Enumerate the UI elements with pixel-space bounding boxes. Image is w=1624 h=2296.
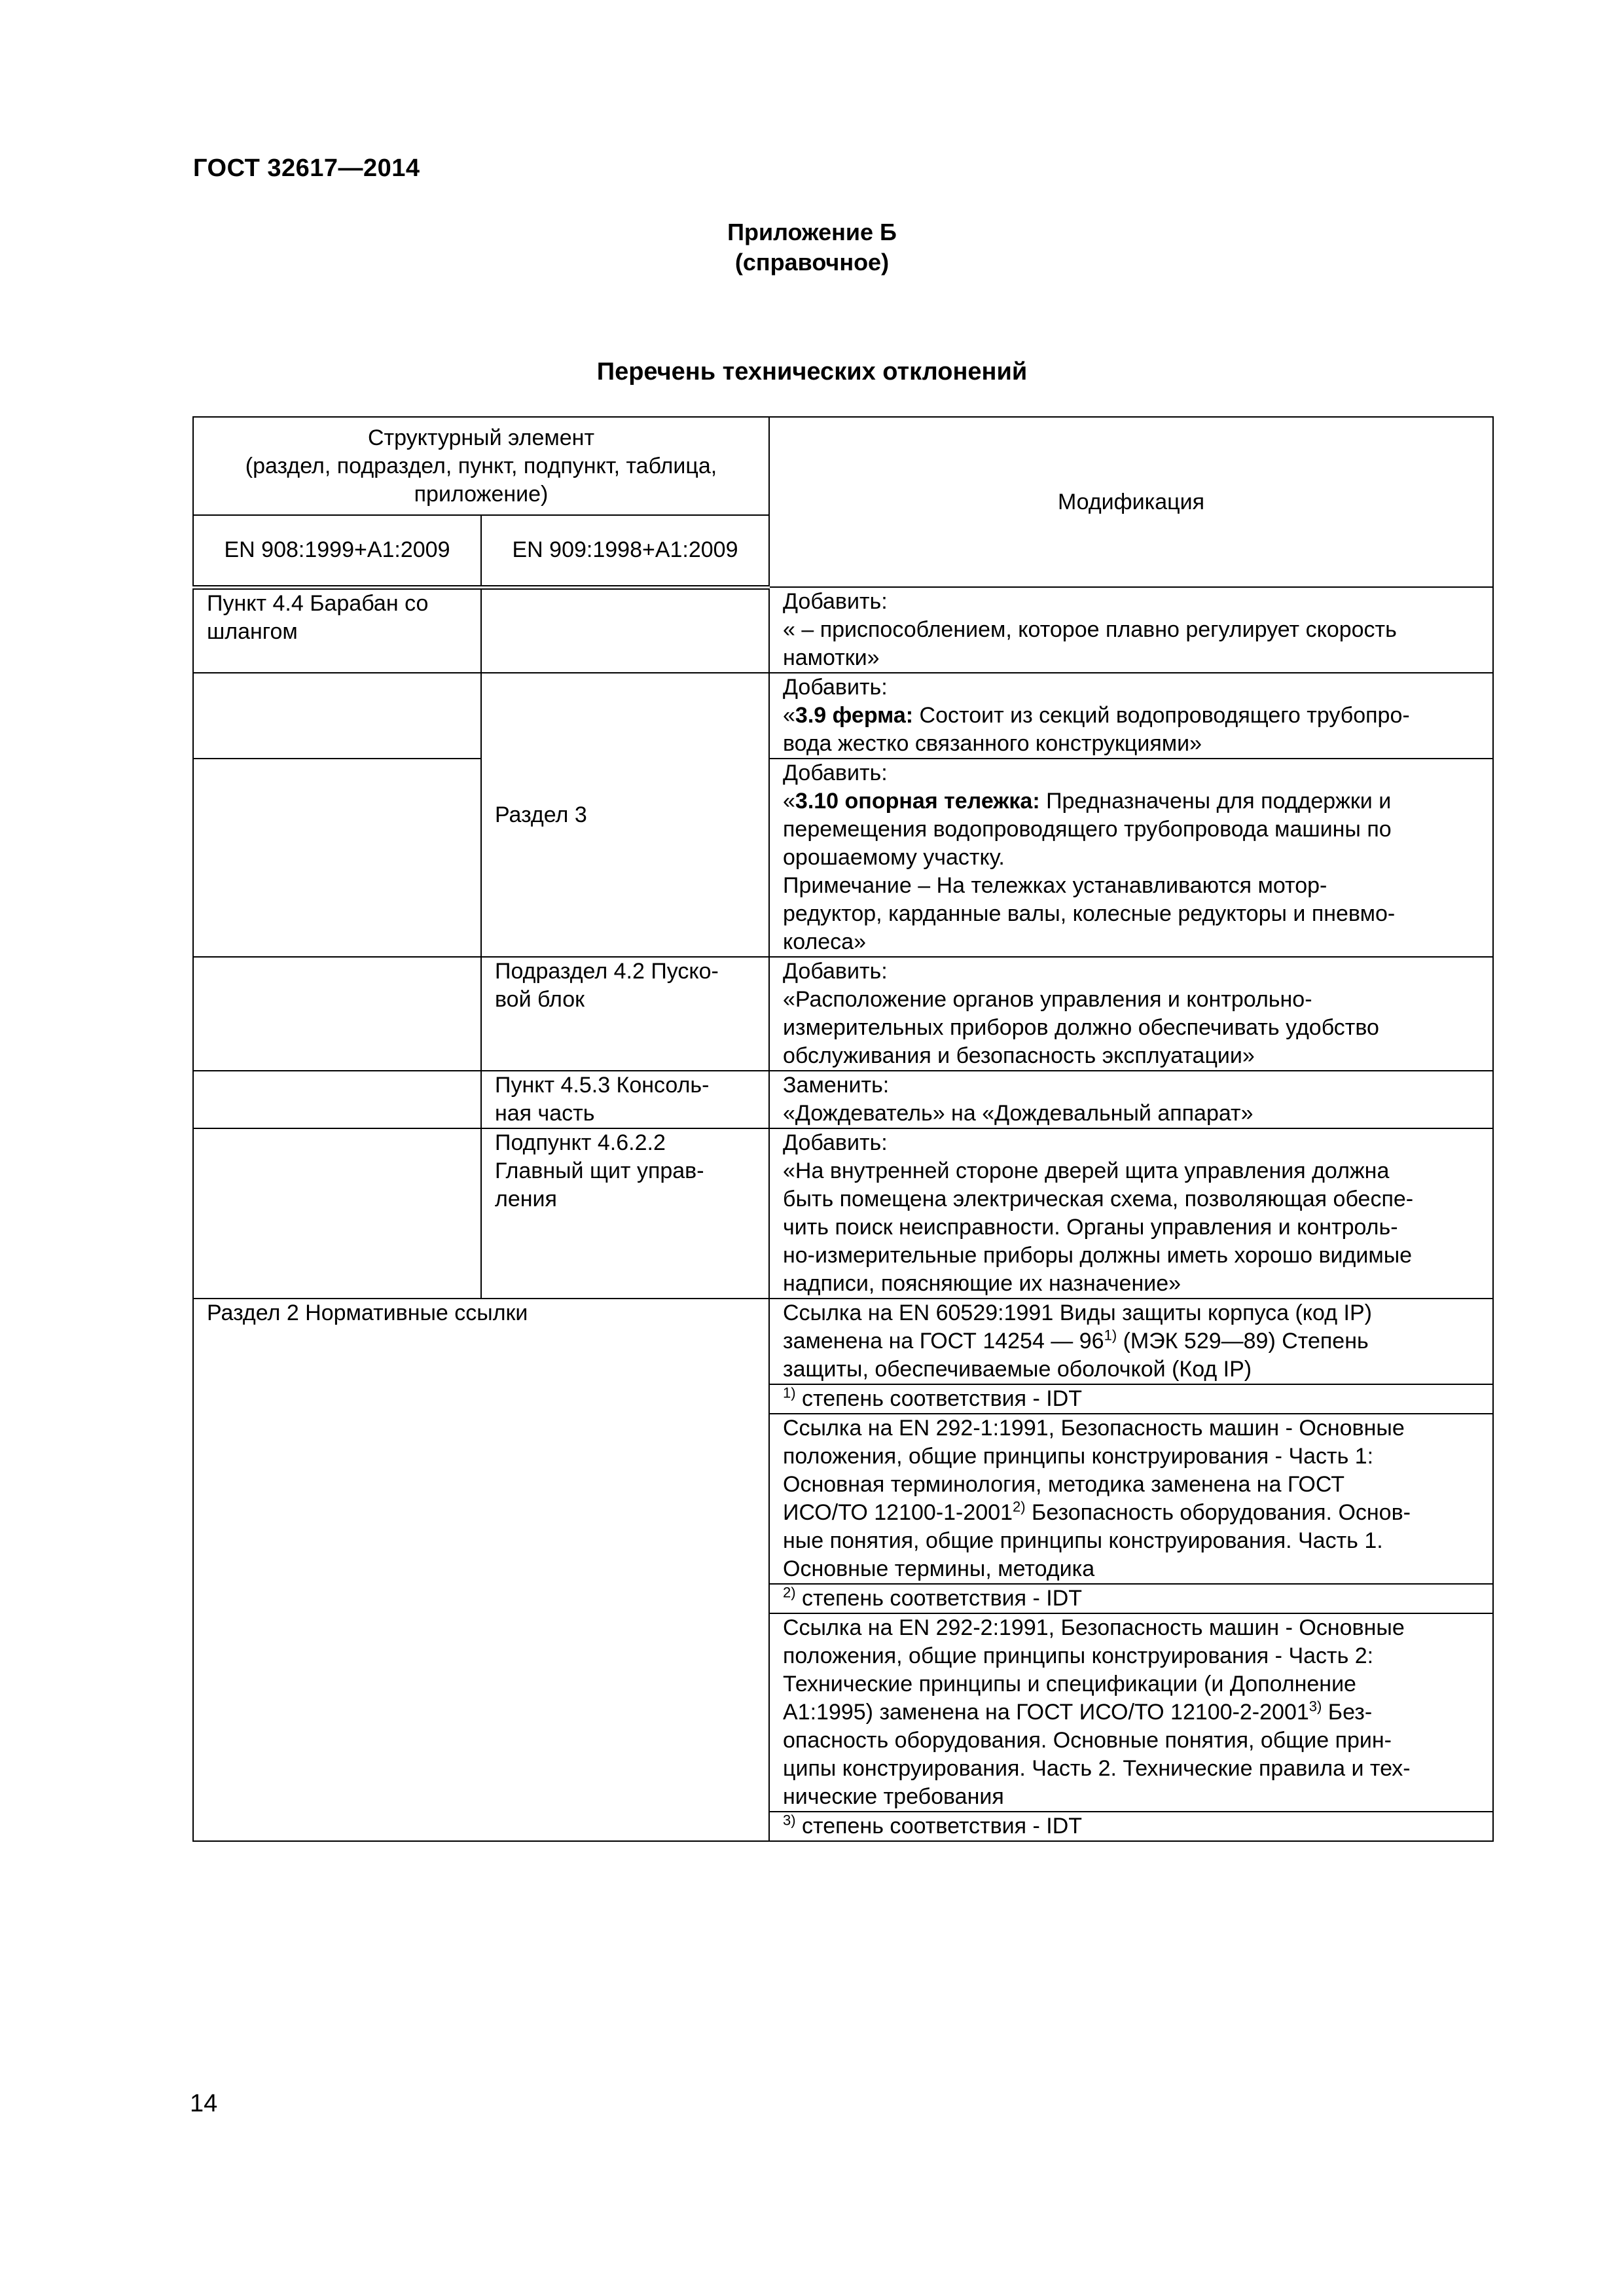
en908-cell [193,957,481,1071]
table-row [193,1128,1493,1299]
table-row [193,957,1493,1071]
reference-cell: Ссылка на EN 292-2:1991, Безопасность машин - Основные положения, общие принципы конструирования - Часть 2: Технические принципы и спецификации (и Дополнение A1:1995) заменена на ГОСТ ИСО/ТО 12100-2-2001$^{3)}$ Без- опасность оборудования. Основные понятия, общие прин- ципы конструирования. Часть 2. Технические правила и тех- нические требования [769,1613,1493,1812]
modification-header: Модификация [769,417,1493,587]
en909-header: EN 909:1998+A1:2009 [481,515,769,587]
appendix-title: Приложение Б [727,219,897,245]
footnote-mark: 2) [783,1584,796,1601]
term: 3.9 ферма: [795,703,914,728]
en908-cell [193,1128,481,1299]
table-row [193,587,1493,673]
en908-cell: Пункт 4.4 Барабан со шлангом [193,587,481,673]
footnote-mark: 1) [783,1384,796,1401]
document-code: ГОСТ 32617—2014 [193,154,420,182]
footnote-mark: 3) [1308,1698,1322,1715]
en908-cell [193,1071,481,1128]
en908-cell [193,673,481,759]
modification-cell: Добавить: «3.9 ферма: Состоит из секций водопроводящего трубопро- вода жестко связанного конструкциями» [769,673,1493,759]
reference-cell: Ссылка на EN 60529:1991 Виды защиты корпуса (код IP) заменена на ГОСТ 14254 — 96$^{1)}$ (МЭК 529—89) Степень защиты, обеспечиваемые оболочкой (Код IP) [769,1299,1493,1384]
term: 3.10 опорная тележка: [795,789,1040,814]
footnote-mark: 3) [783,1812,796,1829]
en908-header: EN 908:1999+A1:2009 [193,515,481,587]
modification-cell: Добавить: «Расположение органов управления и контрольно- измерительных приборов должно обеспечивать удобство обслуживания и безопасность эксплуатации» [769,957,1493,1071]
en909-cell [481,587,769,673]
page-number: 14 [190,2090,218,2117]
normative-references-cell: Раздел 2 Нормативные ссылки [193,1299,769,1841]
reference-cell: Ссылка на EN 292-1:1991, Безопасность машин - Основные положения, общие принципы конструирования - Часть 1: Основная терминология, методика заменена на ГОСТ ИСО/ТО 12100-1-2001$^{2)}$ Безопасность оборудования. Основ- ные понятия, общие принципы конструирования. Часть 1. Основные термины, методика [769,1414,1493,1584]
footnote-mark: 1) [1104,1327,1117,1344]
en909-cell: Раздел 3 [481,673,769,957]
table-row [193,1071,1493,1128]
footnote-cell: $^{1)}$ степень соответствия - IDT [769,1384,1493,1414]
modification-cell: Заменить: «Дождеватель» на «Дождевальный аппарат» [769,1071,1493,1128]
footnote-cell: $^{3)}$ степень соответствия - IDT [769,1812,1493,1841]
en908-cell [193,759,481,957]
table-row [193,1299,1493,1384]
structural-element-header: Структурный элемент (раздел, подраздел, пункт, подпункт, таблица, приложение) [193,417,769,515]
modification-cell: Добавить: « – приспособлением, которое плавно регулирует скорость намотки» [769,587,1493,673]
header-row-1 [193,417,1493,515]
table-title: Перечень технических отклонений [596,358,1028,386]
table-row [193,673,1493,759]
en909-cell: Подпункт 4.6.2.2 Главный щит управ- ления [481,1128,769,1299]
table-row [193,759,1493,957]
deviations-table [192,416,1494,1842]
modification-cell: Добавить: «На внутренней стороне дверей щита управления должна быть помещена электрическая схема, позволяющая обеспе- чить поиск неисправности. Органы управления и контроль- но-измерительные приборы должны иметь хорошо видимые надписи, поясняющие их назначение» [769,1128,1493,1299]
en909-cell: Пункт 4.5.3 Консоль- ная часть [481,1071,769,1128]
footnote-cell: $^{2)}$ степень соответствия - IDT [769,1584,1493,1613]
modification-cell: Добавить: «3.10 опорная тележка: Предназначены для поддержки и перемещения водопроводящего трубопровода машины по орошаемому участку. Примечание – На тележках устанавливаются мотор- редуктор, карданные валы, колесные редукторы и пневмо- колеса» [769,759,1493,957]
appendix-type: (справочное) [734,249,890,276]
footnote-mark: 2) [1013,1498,1026,1515]
en909-cell: Подраздел 4.2 Пуско- вой блок [481,957,769,1071]
